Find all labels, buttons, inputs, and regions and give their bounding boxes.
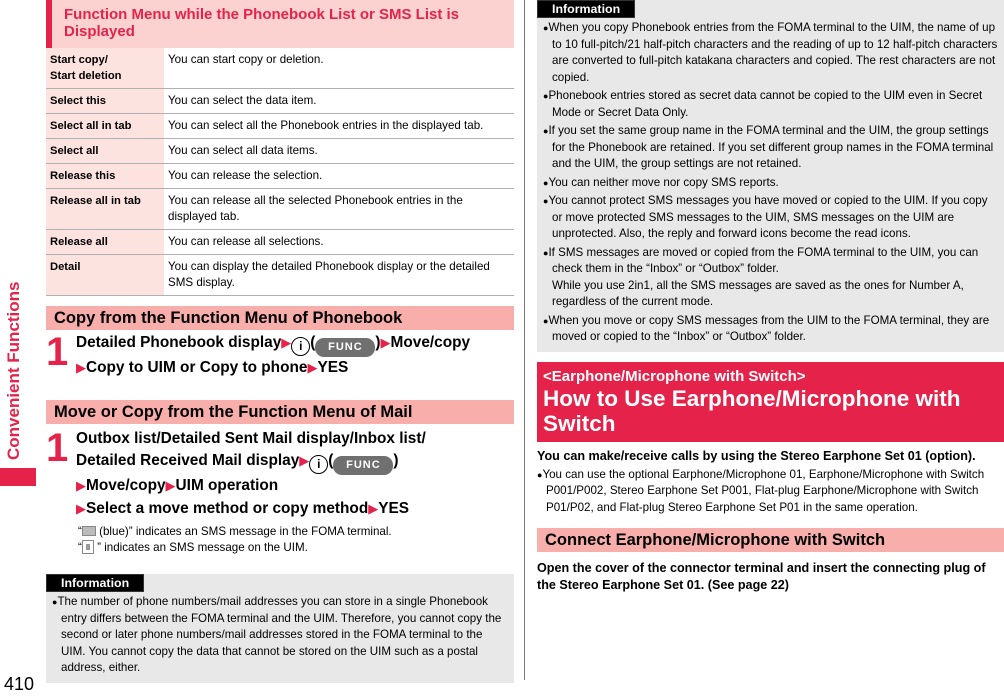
connect-text: Open the cover of the connector terminal and insert the connecting plug of the Stereo Earphone Set 01. (See page 22)	[537, 561, 986, 592]
note-text: (blue)” indicates an SMS message in the FOMA terminal.	[99, 525, 392, 538]
info-bullet	[543, 88, 998, 121]
arrow-icon: ▶	[281, 335, 292, 350]
bullet-icon: ●	[543, 126, 549, 136]
i-mode-key-icon: i	[309, 455, 328, 474]
page-number: 410	[4, 674, 35, 694]
arrow-icon: ▶	[307, 360, 318, 375]
function-menu-row	[46, 230, 514, 255]
function-menu-key: Select all	[46, 139, 164, 164]
info-bullet	[543, 193, 998, 243]
function-menu-key: Release all in tab	[46, 189, 164, 230]
note-text: ” indicates an SMS message on the UIM.	[97, 541, 308, 554]
side-tab-label: Convenient Functions	[4, 281, 23, 460]
bullet-icon: ●	[537, 469, 543, 480]
copy-section-title: Copy from the Function Menu of Phonebook	[46, 306, 514, 330]
bullet-icon: ●	[543, 177, 549, 188]
info-bullet	[543, 313, 998, 346]
function-menu-value: You can select all the Phonebook entries in the displayed tab.	[164, 114, 514, 139]
step-text: YES	[317, 359, 349, 376]
info-tag: Information	[537, 0, 635, 18]
func-key-icon: FUNC	[333, 456, 393, 475]
function-menu-row	[46, 255, 514, 296]
earphone-header	[537, 362, 1004, 442]
earphone-title: How to Use Earphone/Microphone with Switch	[543, 385, 961, 436]
function-menu-key: Detail	[46, 255, 164, 296]
function-menu-key: Release this	[46, 164, 164, 189]
bullet-text: You can neither move nor copy SMS reports.	[548, 175, 779, 189]
move-section-title: Move or Copy from the Function Menu of Mail	[46, 400, 514, 424]
step-text: Copy to UIM or Copy to phone	[86, 359, 308, 376]
step-text: Select a move method or copy method	[86, 499, 369, 517]
function-menu-row	[46, 89, 514, 114]
copy-step: 1 Detailed Phonebook display▶ i ( FUNC )▶Move/copy ▶Copy to UIM or Copy to phone▶YES	[46, 332, 514, 380]
bullet-text: If SMS messages are moved or copied from the FOMA terminal to the UIM, you can check them in the “Inbox” or “Outbox” folder. While you use 2in1, all the SMS messages are saved as the ones for Number A, regardless of the current mode.	[548, 245, 979, 308]
step-number: 1	[46, 330, 67, 374]
uim-sms-icon	[82, 540, 94, 554]
arrow-icon: ▶	[368, 500, 379, 516]
function-menu-row	[46, 139, 514, 164]
step-text: UIM operation	[175, 477, 279, 494]
sms-mail-icon	[82, 526, 96, 536]
info-box-right	[537, 0, 1004, 352]
function-menu-value: You can select all data items.	[164, 139, 514, 164]
function-menu-row	[46, 114, 514, 139]
bullet-icon: ●	[543, 196, 549, 206]
info-bullet	[543, 175, 998, 192]
function-menu-key: Release all	[46, 230, 164, 255]
function-menu-key: Select all in tab	[46, 114, 164, 139]
arrow-icon: ▶	[76, 478, 86, 493]
note-line: “ (blue)” indicates an SMS message in the FOMA terminal.	[78, 525, 392, 538]
func-key-icon: FUNC	[315, 338, 375, 357]
function-menu-value: You can display the detailed Phonebook display or the detailed SMS display.	[164, 255, 514, 296]
side-tab-marker	[0, 468, 36, 486]
function-menu-value: You can release the selection.	[164, 164, 514, 189]
info-bullet	[543, 20, 998, 86]
step-text: Detailed Phonebook display	[76, 334, 282, 351]
function-menu-value: You can select the data item.	[164, 89, 514, 114]
earphone-subtitle: <Earphone/Microphone with Switch>	[543, 367, 806, 385]
earphone-intro: You can make/receive calls by using the Stereo Earphone Set 01 (option).	[537, 448, 976, 463]
arrow-icon: ▶	[299, 453, 310, 468]
bullet-icon: ●	[543, 315, 549, 326]
function-menu-row	[46, 164, 514, 189]
arrow-icon: ▶	[165, 478, 176, 493]
function-menu-key: Start copy/ Start deletion	[46, 48, 164, 89]
left-column	[46, 0, 514, 683]
step-text: Move/copy	[86, 477, 166, 494]
bullet-text: If you set the same group name in the FOMA terminal and the UIM, the group settings for the Phonebook are retained. If you set different group names in the FOMA terminal and the UIM, the group settings are not retained.	[548, 124, 994, 170]
info-bullet	[543, 245, 998, 311]
info-bullet	[543, 123, 998, 173]
i-mode-key-icon: i	[291, 337, 310, 356]
side-tab	[0, 0, 36, 697]
info-tag: Information	[46, 574, 144, 592]
info-box-left	[46, 574, 514, 683]
function-menu-key: Select this	[46, 89, 164, 114]
bullet-icon: ●	[52, 597, 58, 607]
bullet-icon: ●	[543, 91, 549, 101]
bullet-icon: ●	[543, 247, 549, 258]
bullet-text: Phonebook entries stored as secret data cannot be copied to the UIM even in Secret Mode or Secret Data Only.	[548, 89, 983, 119]
arrow-icon: ▶	[76, 360, 86, 375]
function-menu-value: You can release all selections.	[164, 230, 514, 255]
bullet-text: You cannot protect SMS messages you have moved or copied to the UIM. If you copy or move protected SMS messages to the UIM, SMS messages on the UIM are unprotected. Also, the reply and forward icons become the read icons.	[548, 194, 988, 240]
note-line: “ ” indicates an SMS message on the UIM.	[78, 541, 308, 554]
step-text: Move/copy	[390, 334, 471, 351]
function-menu-table	[46, 48, 514, 296]
arrow-icon: ▶	[380, 335, 391, 350]
step-number: 1	[46, 425, 67, 470]
function-menu-title: Function Menu while the Phonebook List or SMS List is Displayed	[46, 0, 514, 48]
earphone-bullet	[537, 467, 1004, 517]
info-bullet	[52, 594, 508, 677]
bullet-text: When you copy Phonebook entries from the FOMA terminal to the UIM, the name of up to 10 full-pitch/21 half-pitch characters and the reading of up to 12 half-pitch characters are converted to full-pitch katakana characters and copied. The rest characters are not copied.	[548, 21, 998, 84]
bullet-icon: ●	[543, 23, 549, 33]
bullet-text: You can use the optional Earphone/Microphone 01, Earphone/Microphone with Switch P001/P002, Stereo Earphone Set P001, Flat-plug Earphone/Microphone with Switch P01/P02, and Flat-plug Stereo Earphone Set P01 in the same operation.	[542, 467, 985, 514]
arrow-icon: ▶	[76, 500, 86, 516]
function-menu-value: You can release all the selected Phonebook entries in the displayed tab.	[164, 189, 514, 230]
step-text: Detailed Received Mail display	[76, 452, 300, 469]
column-divider	[524, 0, 525, 680]
function-menu-row	[46, 189, 514, 230]
function-menu-value: You can start copy or deletion.	[164, 48, 514, 89]
bullet-text: When you move or copy SMS messages from the UIM to the FOMA terminal, they are moved or copied to the “Inbox” or “Outbox” folder.	[548, 313, 990, 343]
move-step: 1 Outbox list/Detailed Sent Mail display/Inbox list/ Detailed Received Mail display▶ i ( FUNC ) ▶Move/copy▶UIM operation ▶Select a move method or copy method▶YES	[46, 428, 514, 521]
right-column	[537, 0, 1004, 594]
bullet-text: The number of phone numbers/mail addresses you can store in a single Phonebook entry differs between the FOMA terminal and the UIM. Therefore, you cannot copy the second or later phone numbers/mail addresses stored in the FOMA terminal to the UIM. You cannot copy the data that cannot be stored on the UIM such as a postal address, either.	[57, 595, 502, 674]
function-menu-row	[46, 48, 514, 89]
step-text: Outbox list/Detailed Sent Mail display/Inbox list/	[76, 429, 426, 447]
connect-title: Connect Earphone/Microphone with Switch	[537, 528, 1004, 552]
step-text: YES	[378, 499, 410, 517]
